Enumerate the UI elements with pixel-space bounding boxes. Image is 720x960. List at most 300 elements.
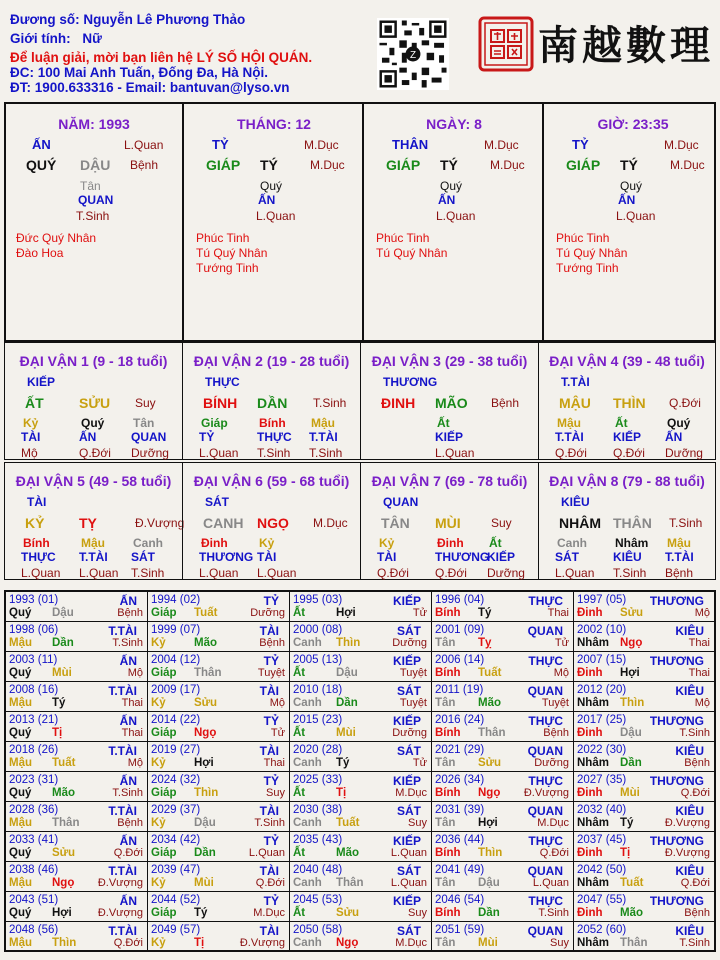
year-label: 2003 (11) bbox=[9, 654, 58, 666]
year-god: QUAN bbox=[527, 744, 563, 758]
pillar-star: Đức Quý Nhân bbox=[16, 231, 97, 245]
year-branch: Sửu bbox=[478, 757, 502, 769]
year-stage: Tuyệt bbox=[399, 667, 427, 679]
year-cell[interactable] bbox=[6, 592, 148, 622]
dai-van-hidden-stage: L.Quan bbox=[257, 566, 297, 580]
year-branch: Tuất bbox=[52, 757, 76, 769]
year-stage: Thai bbox=[121, 697, 143, 709]
year-label: 2048 (56) bbox=[9, 924, 59, 936]
year-stage: Đ.Vượng bbox=[523, 787, 569, 799]
dai-van-god: SÁT bbox=[205, 495, 229, 509]
year-god: TÀI bbox=[259, 804, 279, 818]
year-stage: Mộ bbox=[269, 697, 285, 709]
pillar-heavenly-stem: GIÁP bbox=[206, 157, 241, 173]
year-label: 2051 (59) bbox=[435, 924, 485, 936]
year-stage: Đ.Vượng bbox=[664, 817, 710, 829]
year-branch: Thân bbox=[478, 727, 506, 739]
year-label: 2011 (19) bbox=[435, 684, 484, 696]
dai-van-god: KIÊU bbox=[561, 495, 590, 509]
year-label: 2019 (27) bbox=[151, 744, 201, 756]
year-stage: Đ.Vượng bbox=[664, 847, 710, 859]
dai-van-hidden-stem: Quý bbox=[81, 416, 105, 430]
four-pillars-panel bbox=[4, 102, 716, 342]
year-stage: T.Sinh bbox=[679, 727, 710, 739]
pillar-column[interactable] bbox=[366, 104, 544, 340]
dai-van-title: ĐẠI VẬN 8 (79 - 88 tuổi) bbox=[549, 473, 705, 489]
year-stem: Bính bbox=[435, 667, 461, 679]
year-label: 2040 (48) bbox=[293, 864, 343, 876]
year-label: 2042 (50) bbox=[577, 864, 627, 876]
year-cell[interactable] bbox=[290, 622, 432, 652]
year-cell[interactable] bbox=[6, 712, 148, 742]
year-stem: Quý bbox=[9, 847, 32, 859]
year-stem: Quý bbox=[9, 607, 32, 619]
dai-van-title: ĐẠI VẬN 5 (49 - 58 tuổi) bbox=[15, 473, 172, 489]
year-stage: Dưỡng bbox=[534, 757, 569, 769]
year-god: THỰC bbox=[528, 774, 563, 788]
year-stage: Q.Đới bbox=[680, 787, 710, 799]
pillar-top-stage: L.Quan bbox=[124, 138, 164, 152]
year-god: THỰC bbox=[528, 654, 563, 668]
year-branch: Ngọ bbox=[478, 787, 501, 799]
pillar-heavenly-stem: QUÝ bbox=[26, 157, 57, 173]
year-cell[interactable] bbox=[290, 592, 432, 622]
year-label: 2005 (13) bbox=[293, 654, 343, 666]
dai-van-block[interactable] bbox=[182, 462, 361, 580]
year-cell[interactable] bbox=[148, 862, 290, 892]
year-stem: Mậu bbox=[9, 937, 32, 949]
year-stage: T.Sinh bbox=[112, 787, 143, 799]
year-label: 2038 (46) bbox=[9, 864, 59, 876]
pillar-star: Phúc Tinh bbox=[556, 231, 610, 245]
year-god: ẤN bbox=[119, 894, 137, 908]
dai-van-block[interactable] bbox=[4, 462, 183, 580]
pillar-top-god: ẤN bbox=[32, 137, 51, 152]
dai-van-hidden-god: ẤN bbox=[79, 430, 97, 444]
year-cell[interactable] bbox=[6, 922, 148, 952]
year-stage: Tuyệt bbox=[257, 667, 285, 679]
dai-van-god: KIẾP bbox=[27, 375, 56, 389]
year-branch: Mão bbox=[194, 637, 217, 649]
year-god: KIÊU bbox=[675, 684, 704, 698]
year-cell[interactable] bbox=[290, 772, 432, 802]
hidden-stem-stage: T.Sinh bbox=[76, 209, 110, 223]
dai-van-hidden-stem: Bính bbox=[259, 416, 286, 430]
year-stage: Bệnh bbox=[117, 817, 143, 829]
year-stage: Dưỡng bbox=[392, 727, 427, 739]
year-cell[interactable] bbox=[432, 652, 574, 682]
year-cell[interactable] bbox=[6, 862, 148, 892]
dai-van-hidden-stage: L.Quan bbox=[199, 566, 239, 580]
year-god: THƯƠNG bbox=[649, 654, 704, 668]
year-god: SÁT bbox=[397, 864, 421, 878]
year-cell[interactable] bbox=[432, 682, 574, 712]
year-branch: Tị bbox=[620, 847, 631, 859]
pillar-branch-stage: M.Dục bbox=[670, 158, 705, 172]
year-cell[interactable] bbox=[432, 772, 574, 802]
year-god: T.TÀI bbox=[108, 924, 137, 938]
year-god: QUAN bbox=[527, 684, 563, 698]
dai-van-hidden-stage: Q.Đới bbox=[555, 446, 587, 460]
year-god: QUAN bbox=[527, 924, 563, 938]
year-cell[interactable] bbox=[574, 802, 714, 832]
dai-van-stage: T.Sinh bbox=[313, 396, 347, 410]
year-cell[interactable] bbox=[148, 652, 290, 682]
year-cell[interactable] bbox=[6, 742, 148, 772]
year-label: 2007 (15) bbox=[577, 654, 627, 666]
year-label: 2052 (60) bbox=[577, 924, 627, 936]
pillar-star: Tú Quý Nhân bbox=[376, 246, 448, 260]
dai-van-block[interactable] bbox=[538, 342, 716, 460]
year-branch: Tuất bbox=[620, 877, 644, 889]
year-god: ẤN bbox=[119, 834, 137, 848]
pillar-branch-stage: M.Dục bbox=[310, 158, 345, 172]
year-stem: Ất bbox=[293, 907, 306, 919]
year-label: 2041 (49) bbox=[435, 864, 485, 876]
year-god: TỶ bbox=[263, 654, 279, 668]
year-stage: Tuyệt bbox=[541, 697, 569, 709]
dai-van-hidden-god: KIẾP bbox=[487, 550, 516, 564]
year-stem: Kỷ bbox=[151, 757, 166, 769]
year-cell[interactable] bbox=[6, 622, 148, 652]
year-god: TÀI bbox=[259, 624, 279, 638]
year-cell[interactable] bbox=[148, 922, 290, 952]
year-cell[interactable] bbox=[574, 742, 714, 772]
year-stage: Thai bbox=[688, 637, 710, 649]
year-stage: Q.Đới bbox=[113, 847, 143, 859]
hidden-stem: Quý bbox=[620, 179, 643, 193]
year-cell[interactable] bbox=[432, 592, 574, 622]
year-god: ẤN bbox=[119, 654, 137, 668]
dai-van-hidden-stem: Ất bbox=[615, 416, 628, 430]
year-cell[interactable] bbox=[290, 922, 432, 952]
dai-van-block[interactable] bbox=[360, 342, 539, 460]
year-label: 2045 (53) bbox=[293, 894, 343, 906]
year-cell[interactable] bbox=[574, 832, 714, 862]
pillar-column[interactable] bbox=[186, 104, 364, 340]
year-branch: Sửu bbox=[194, 697, 218, 709]
dai-van-hidden-god: THƯƠNG bbox=[199, 550, 254, 564]
dai-van-stage: M.Dục bbox=[313, 516, 348, 530]
year-cell[interactable] bbox=[574, 892, 714, 922]
year-cell[interactable] bbox=[574, 622, 714, 652]
year-stem: Canh bbox=[293, 697, 322, 709]
year-cell[interactable] bbox=[290, 682, 432, 712]
dai-van-hidden-stem: Kỷ bbox=[379, 536, 395, 550]
year-cell[interactable] bbox=[148, 892, 290, 922]
year-stage: L.Quan bbox=[248, 847, 285, 859]
year-stem: Giáp bbox=[151, 607, 177, 619]
year-label: 1995 (03) bbox=[293, 594, 343, 606]
dai-van-hidden-stage: Q.Đới bbox=[435, 566, 467, 580]
year-branch: Dậu bbox=[478, 877, 500, 889]
year-cell[interactable] bbox=[432, 712, 574, 742]
year-cell[interactable] bbox=[290, 742, 432, 772]
year-branch: Tị bbox=[52, 727, 63, 739]
year-stem: Tân bbox=[435, 697, 456, 709]
year-stem: Đinh bbox=[577, 907, 603, 919]
year-branch: Hợi bbox=[194, 757, 214, 769]
year-cell[interactable] bbox=[574, 922, 714, 952]
year-branch: Tị bbox=[194, 937, 205, 949]
year-cell[interactable] bbox=[290, 832, 432, 862]
header bbox=[0, 0, 720, 100]
year-stage: Bệnh bbox=[684, 757, 710, 769]
year-label: 1996 (04) bbox=[435, 594, 485, 606]
year-cell[interactable] bbox=[574, 592, 714, 622]
year-label: 1994 (02) bbox=[151, 594, 201, 606]
hidden-stem-stage: L.Quan bbox=[256, 209, 296, 223]
dai-van-block[interactable] bbox=[182, 342, 361, 460]
year-stem: Ất bbox=[293, 787, 306, 799]
year-branch: Tý bbox=[336, 757, 350, 769]
year-stage: Mộ bbox=[553, 667, 569, 679]
dai-van-hidden-stage: Dưỡng bbox=[131, 446, 169, 460]
year-stem: Giáp bbox=[151, 787, 177, 799]
pillar-star: Tướng Tinh bbox=[196, 261, 259, 275]
dai-van-hidden-stage: T.Sinh bbox=[613, 566, 647, 580]
year-god: THƯƠNG bbox=[649, 834, 704, 848]
year-cell[interactable] bbox=[432, 922, 574, 952]
year-cell[interactable] bbox=[6, 832, 148, 862]
year-god: THỰC bbox=[528, 894, 563, 908]
year-stage: L.Quan bbox=[390, 847, 427, 859]
year-branch: Sửu bbox=[52, 847, 76, 859]
year-god: SÁT bbox=[397, 684, 421, 698]
dai-van-hidden-god: TÀI bbox=[377, 550, 397, 564]
year-stem: Mậu bbox=[9, 697, 32, 709]
dai-van-god: QUAN bbox=[383, 495, 419, 509]
dai-van-stage: Suy bbox=[135, 396, 156, 410]
year-stage: Thai bbox=[263, 757, 285, 769]
year-stem: Nhâm bbox=[577, 757, 609, 769]
dai-van-block[interactable] bbox=[4, 342, 183, 460]
svg-text:Z: Z bbox=[409, 50, 417, 62]
year-cell[interactable] bbox=[290, 712, 432, 742]
year-cell[interactable] bbox=[6, 682, 148, 712]
year-stage: Đ.Vượng bbox=[97, 877, 143, 889]
year-cell[interactable] bbox=[574, 712, 714, 742]
year-label: 2022 (30) bbox=[577, 744, 627, 756]
year-branch: Dậu bbox=[52, 607, 74, 619]
year-stem: Giáp bbox=[151, 907, 177, 919]
dai-van-hidden-stage: L.Quan bbox=[79, 566, 119, 580]
year-branch: Hợi bbox=[620, 667, 640, 679]
year-god: KIẾP bbox=[392, 654, 421, 668]
year-label: 2010 (18) bbox=[293, 684, 343, 696]
year-cell[interactable] bbox=[6, 652, 148, 682]
year-label: 2039 (47) bbox=[151, 864, 201, 876]
dai-van-stem: TÂN bbox=[381, 515, 410, 531]
year-cell[interactable] bbox=[148, 622, 290, 652]
dai-van-hidden-stem: Mậu bbox=[557, 416, 581, 430]
pillar-column[interactable] bbox=[6, 104, 184, 340]
year-stage: Bệnh bbox=[684, 907, 710, 919]
year-stem: Bính bbox=[435, 907, 461, 919]
dai-van-hidden-stem: Kỷ bbox=[259, 536, 275, 550]
year-god: T.TÀI bbox=[108, 684, 137, 698]
year-god: ẤN bbox=[119, 594, 137, 608]
year-stage: T.Sinh bbox=[679, 937, 710, 949]
year-branch: Hợi bbox=[478, 817, 498, 829]
year-god: TỶ bbox=[263, 714, 279, 728]
year-branch: Thìn bbox=[194, 787, 219, 799]
year-stem: Mậu bbox=[9, 877, 32, 889]
year-branch: Thân bbox=[194, 667, 222, 679]
year-cell[interactable] bbox=[148, 712, 290, 742]
dai-van-hidden-stem: Quý bbox=[667, 416, 691, 430]
year-stage: M.Dục bbox=[395, 787, 427, 799]
year-cell[interactable] bbox=[148, 832, 290, 862]
year-cell[interactable] bbox=[432, 742, 574, 772]
year-branch: Dần bbox=[194, 847, 216, 859]
gender-value: Nữ bbox=[82, 31, 102, 46]
year-stem: Đinh bbox=[577, 667, 603, 679]
year-cell[interactable] bbox=[6, 772, 148, 802]
year-stem: Nhâm bbox=[577, 697, 609, 709]
year-cell[interactable] bbox=[148, 742, 290, 772]
year-stage: Bệnh bbox=[259, 637, 285, 649]
pillar-star: Đào Hoa bbox=[16, 246, 64, 260]
dai-van-hidden-stage: T.Sinh bbox=[309, 446, 343, 460]
year-cell[interactable] bbox=[432, 622, 574, 652]
year-cell[interactable] bbox=[432, 862, 574, 892]
year-cell[interactable] bbox=[574, 682, 714, 712]
year-stem: Kỷ bbox=[151, 877, 166, 889]
year-stage: Thai bbox=[688, 667, 710, 679]
year-stem: Quý bbox=[9, 727, 32, 739]
dai-van-god: THỰC bbox=[205, 375, 240, 389]
year-branch: Ngọ bbox=[194, 727, 217, 739]
year-stem: Bính bbox=[435, 787, 461, 799]
year-cell[interactable] bbox=[290, 862, 432, 892]
year-god: KIẾP bbox=[392, 594, 421, 608]
year-god: SÁT bbox=[397, 624, 421, 638]
year-stage: L.Quan bbox=[532, 877, 569, 889]
year-stage: Bệnh bbox=[543, 727, 569, 739]
year-god: KIẾP bbox=[392, 834, 421, 848]
year-cell[interactable] bbox=[148, 802, 290, 832]
dai-van-block[interactable] bbox=[538, 462, 716, 580]
year-god: SÁT bbox=[397, 924, 421, 938]
year-stage: Suy bbox=[266, 787, 285, 799]
dai-van-hidden-stem: Nhâm bbox=[615, 536, 649, 550]
year-stage: M.Dục bbox=[395, 937, 427, 949]
year-label: 2047 (55) bbox=[577, 894, 627, 906]
dai-van-hidden-god: TÀI bbox=[21, 430, 41, 444]
year-stage: Q.Đới bbox=[255, 877, 285, 889]
year-branch: Thìn bbox=[336, 637, 361, 649]
year-cell[interactable] bbox=[290, 802, 432, 832]
year-branch: Thân bbox=[620, 937, 648, 949]
hidden-stem-god: ẤN bbox=[438, 193, 456, 207]
year-stage: Suy bbox=[550, 937, 569, 949]
qr-code-icon[interactable] bbox=[377, 18, 449, 90]
pillar-branch-stage: Bệnh bbox=[130, 158, 159, 172]
dai-van-hidden-stage: L.Quan bbox=[199, 446, 239, 460]
pillar-top-stage: M.Dục bbox=[484, 138, 519, 152]
dai-van-hidden-stage: T.Sinh bbox=[131, 566, 165, 580]
year-label: 2028 (36) bbox=[9, 804, 59, 816]
pillar-earthly-branch: DẬU bbox=[80, 157, 111, 173]
year-branch: Ngọ bbox=[620, 637, 643, 649]
pillar-column[interactable] bbox=[546, 104, 720, 340]
year-cell[interactable] bbox=[6, 802, 148, 832]
dai-van-stem: MẬU bbox=[559, 395, 591, 411]
year-god: KIÊU bbox=[675, 864, 704, 878]
year-branch: Mão bbox=[478, 697, 501, 709]
year-branch: Mùi bbox=[52, 667, 72, 679]
year-god: ẤN bbox=[119, 774, 137, 788]
year-cell[interactable] bbox=[6, 892, 148, 922]
year-branch: Tị bbox=[336, 787, 347, 799]
dai-van-hidden-stage: T.Sinh bbox=[257, 446, 291, 460]
year-cell[interactable] bbox=[574, 772, 714, 802]
year-cell[interactable] bbox=[148, 592, 290, 622]
dai-van-hidden-god: T.TÀI bbox=[555, 430, 584, 444]
year-cell[interactable] bbox=[574, 862, 714, 892]
year-god: SÁT bbox=[397, 744, 421, 758]
year-branch: Dần bbox=[620, 757, 642, 769]
year-cell[interactable] bbox=[148, 772, 290, 802]
dai-van-hidden-stage: Q.Đới bbox=[377, 566, 409, 580]
year-stage: M.Dục bbox=[253, 907, 285, 919]
year-label: 2049 (57) bbox=[151, 924, 201, 936]
year-god: KIÊU bbox=[675, 924, 704, 938]
year-stem: Giáp bbox=[151, 727, 177, 739]
year-stage: T.Sinh bbox=[112, 637, 143, 649]
dai-van-hidden-stem: Tân bbox=[133, 416, 155, 430]
dai-van-branch: TỴ bbox=[79, 515, 97, 531]
year-cell[interactable] bbox=[148, 682, 290, 712]
year-god: THỰC bbox=[528, 594, 563, 608]
year-label: 2004 (12) bbox=[151, 654, 201, 666]
year-label: 2008 (16) bbox=[9, 684, 59, 696]
year-cell[interactable] bbox=[432, 802, 574, 832]
year-cell[interactable] bbox=[290, 652, 432, 682]
year-god: SÁT bbox=[397, 804, 421, 818]
year-stem: Canh bbox=[293, 877, 322, 889]
dai-van-branch: THÂN bbox=[613, 515, 652, 531]
year-stage: Tử bbox=[270, 727, 285, 739]
year-branch: Thìn bbox=[478, 847, 503, 859]
year-cell[interactable] bbox=[290, 892, 432, 922]
year-god: T.TÀI bbox=[108, 744, 137, 758]
phone-email: ĐT: 1900.633316 - Email: bantuvan@lyso.vn bbox=[10, 80, 290, 95]
year-cell[interactable] bbox=[432, 832, 574, 862]
dai-van-branch: THÌN bbox=[613, 395, 646, 411]
dai-van-hidden-god: T.TÀI bbox=[665, 550, 694, 564]
red-seal-icon bbox=[478, 16, 534, 72]
year-label: 2018 (26) bbox=[9, 744, 59, 756]
dai-van-stage: Đ.Vượng bbox=[135, 516, 185, 530]
dai-van-branch: MÃO bbox=[435, 395, 468, 411]
year-stem: Tân bbox=[435, 877, 456, 889]
year-stage: T.Sinh bbox=[538, 907, 569, 919]
year-god: THƯƠNG bbox=[649, 714, 704, 728]
year-label: 2027 (35) bbox=[577, 774, 627, 786]
year-stem: Đinh bbox=[577, 727, 603, 739]
dai-van-block[interactable] bbox=[360, 462, 539, 580]
year-branch: Dậu bbox=[620, 727, 642, 739]
year-branch: Sửu bbox=[336, 907, 360, 919]
year-cell[interactable] bbox=[432, 892, 574, 922]
year-god: TÀI bbox=[259, 744, 279, 758]
year-label: 2036 (44) bbox=[435, 834, 485, 846]
dai-van-hidden-god: THƯƠNG bbox=[435, 550, 490, 564]
year-god: QUAN bbox=[527, 624, 563, 638]
year-cell[interactable] bbox=[574, 652, 714, 682]
